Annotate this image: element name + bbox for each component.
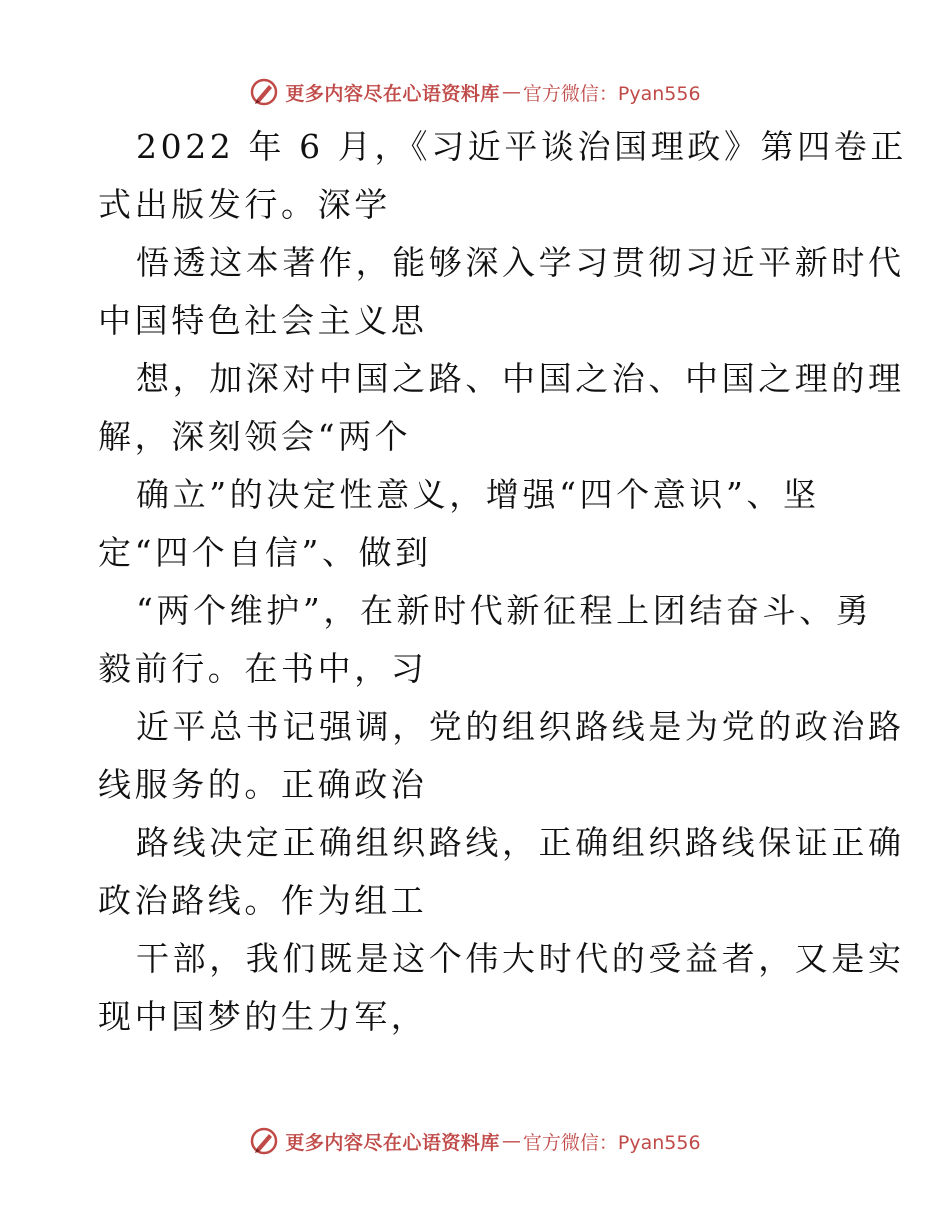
text-line: 干部，我们既是这个伟大时代的受益者，又是实 bbox=[136, 939, 905, 978]
text-line: 中国特色社会主义思 bbox=[98, 301, 428, 340]
text-line: 悟透这本著作，能够深入学习贯彻习近平新时代 bbox=[136, 243, 905, 282]
document-body bbox=[98, 118, 907, 1046]
text-line: 确立”的决定性意义，增强“四个意识”、坚 bbox=[136, 475, 820, 514]
watermark-wechat: 官方微信：Pyan556 bbox=[522, 1131, 701, 1154]
watermark-title: 更多内容尽在心语资料库 bbox=[285, 82, 500, 105]
text-line: 解，深刻领会“两个 bbox=[98, 417, 412, 456]
header-watermark bbox=[0, 72, 950, 112]
watermark-separator: — bbox=[501, 81, 521, 103]
watermark-title: 更多内容尽在心语资料库 bbox=[285, 1131, 500, 1154]
text-line: 政治路线。作为组工 bbox=[98, 881, 428, 920]
text-line: 2022 年 6 月，《习近平谈治国理政》第四卷正 bbox=[136, 127, 907, 166]
text-line: 想，加深对中国之路、中国之治、中国之理的理 bbox=[136, 359, 905, 398]
text-line: 现中国梦的生力军， bbox=[98, 997, 428, 1036]
pen-logo-icon bbox=[249, 77, 279, 107]
text-line: 毅前行。在书中，习 bbox=[98, 649, 428, 688]
watermark-wechat: 官方微信：Pyan556 bbox=[522, 82, 701, 105]
text-line: “两个维护”，在新时代新征程上团结奋斗、勇 bbox=[136, 591, 873, 630]
text-line: 定“四个自信”、做到 bbox=[98, 533, 432, 572]
footer-watermark bbox=[0, 1121, 950, 1161]
text-line: 线服务的。正确政治 bbox=[98, 765, 428, 804]
pen-logo-icon bbox=[249, 1126, 279, 1156]
watermark-separator: — bbox=[501, 1130, 521, 1152]
text-line: 式出版发行。深学 bbox=[98, 185, 391, 224]
text-line: 路线决定正确组织路线，正确组织路线保证正确 bbox=[136, 823, 905, 862]
text-line: 近平总书记强调，党的组织路线是为党的政治路 bbox=[136, 707, 905, 746]
